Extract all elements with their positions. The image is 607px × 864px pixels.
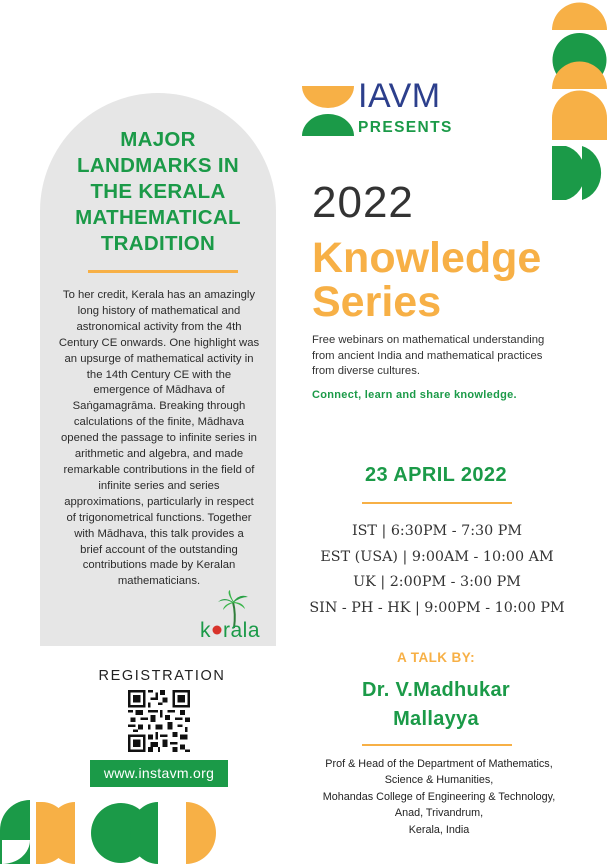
panel-text-line: calculations of the finite, Mādhava <box>73 416 245 429</box>
panel-text-line: astronomical activity from the 4th <box>76 320 242 333</box>
panel-title-line: MATHEMATICAL <box>75 206 241 229</box>
panel-text-line: the 14th Century CE with the <box>86 368 232 381</box>
series-title-line: Knowledge <box>312 234 542 282</box>
speaker-name <box>306 676 566 734</box>
panel-text-line: mathematicians. <box>117 575 201 588</box>
panel-text-line: long history of mathematical and <box>77 304 241 317</box>
panel-description <box>46 288 272 590</box>
registration-url-link[interactable]: www.instavm.org <box>90 760 228 787</box>
panel-divider <box>88 270 238 273</box>
time-row: SIN - PH - HK | 9:00PM - 10:00 PM <box>309 599 565 616</box>
svg-text:k: k <box>200 619 211 640</box>
panel-text-line: remarkable contributions in the field of <box>63 463 255 476</box>
svg-text:rala: rala <box>223 619 261 640</box>
description-line: from diverse cultures. <box>312 365 420 378</box>
panel-text-line: opened the passage to infinite series in <box>61 432 257 445</box>
affiliation-line: Anad, Trivandrum, <box>394 807 484 820</box>
panel-title-line: TRADITION <box>100 232 216 255</box>
event-times <box>300 519 574 621</box>
tagline: Connect, learn and share knowledge. <box>312 389 517 401</box>
time-row: UK | 2:00PM - 3:00 PM <box>353 574 521 591</box>
decorative-shapes-right <box>552 0 607 203</box>
description-line: Free webinars on mathematical understanding <box>312 334 545 346</box>
panel-text-line: approximations, particularly in respect <box>64 495 254 508</box>
brand-name: IAVM <box>358 77 441 115</box>
panel-text-line: contributions made by Keralan <box>82 559 236 572</box>
talk-by-label: A TALK BY: <box>397 650 475 665</box>
speaker-affiliation <box>300 756 578 838</box>
series-description <box>312 333 597 380</box>
iavm-logo-icon <box>300 84 356 138</box>
time-row: IST | 6:30PM - 7:30 PM <box>351 523 523 539</box>
affiliation-line: Kerala, India <box>408 823 470 836</box>
panel-text-line: To her credit, Kerala has an amazingly <box>62 289 256 301</box>
panel-title <box>40 127 276 257</box>
speaker-name-line: Dr. V.Madhukar <box>362 679 510 701</box>
panel-text-line: an upsurge of mathematical activity in <box>64 352 254 365</box>
panel-title-line: LANDMARKS IN <box>77 154 239 177</box>
affiliation-line: Science & Humanities, <box>384 774 494 787</box>
panel-text-line: Saṅgamagrāma. Breaking through <box>72 400 246 413</box>
panel-title-line: THE KERALA <box>90 180 226 203</box>
date-divider <box>362 502 512 504</box>
panel-text-line: Century CE onwards. One highlight was <box>58 336 260 349</box>
panel-text-line: brief account of the outstanding <box>80 543 238 556</box>
registration-label: REGISTRATION <box>98 668 226 684</box>
event-year: 2022 <box>312 178 414 227</box>
time-row: EST (USA) | 9:00AM - 10:00 AM <box>320 548 554 565</box>
panel-text-line: emergence of Mādhava of <box>93 384 225 397</box>
panel-text-line: of trigonometrical functions. Together <box>66 511 252 524</box>
panel-text-line: arithmetic and algebra, and made <box>74 448 244 461</box>
event-date: 23 APRIL 2022 <box>365 464 507 486</box>
qr-code-icon[interactable] <box>128 690 190 752</box>
description-line: from ancient India and mathematical practices <box>312 349 543 362</box>
affiliation-line: Prof & Head of the Department of Mathematics, <box>325 758 553 770</box>
series-title-line: Series <box>312 278 442 326</box>
panel-title-line: MAJOR <box>120 128 196 151</box>
panel-text-line: with Mādhava, this talk provides a <box>74 527 244 540</box>
kerala-logo <box>196 588 268 640</box>
affiliation-line: Mohandas College of Engineering & Technology, <box>322 790 556 803</box>
presents-label: PRESENTS <box>358 119 453 136</box>
speaker-divider <box>362 744 512 746</box>
panel-text-line: infinite series and series <box>98 479 220 492</box>
decorative-shapes-bottom <box>0 800 220 864</box>
series-title <box>312 236 602 324</box>
speaker-name-line: Mallayya <box>393 708 479 730</box>
